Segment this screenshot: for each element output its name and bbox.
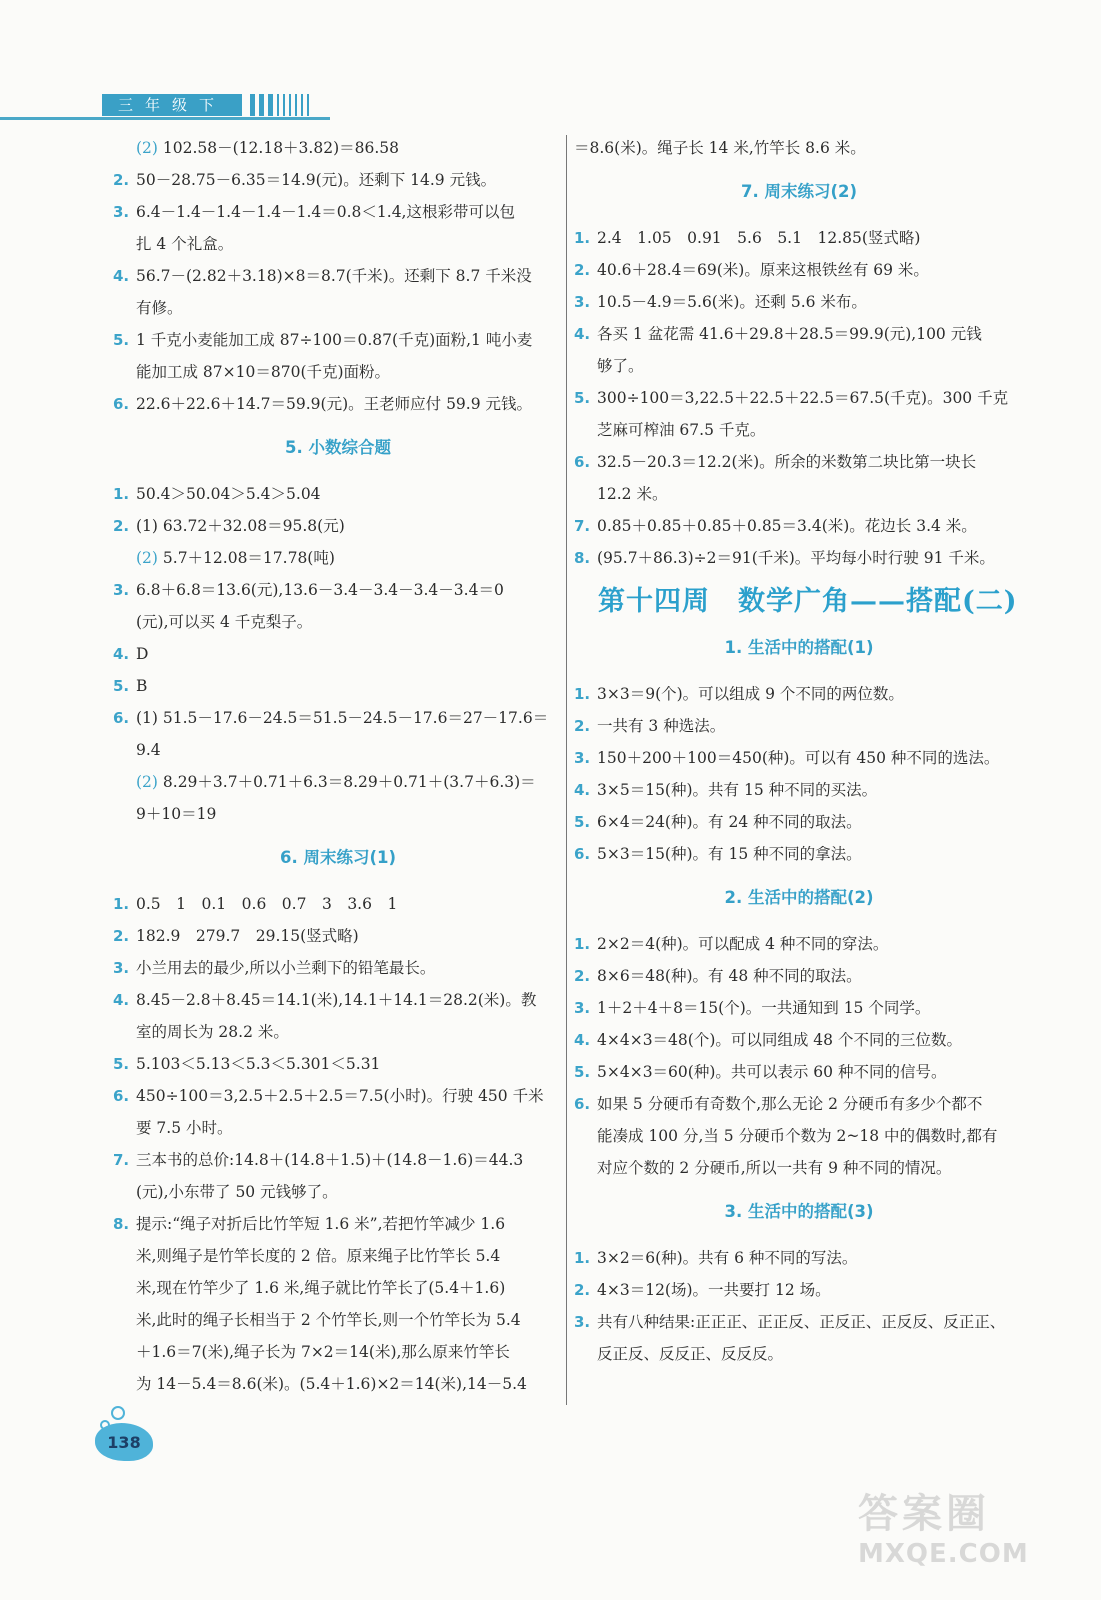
answer-line [597, 1056, 1024, 1088]
answer-item [574, 1088, 1024, 1184]
answer-text: (1) 51.5－17.6－24.5＝51.5－24.5－17.6＝27－17.6＝ [136, 709, 549, 727]
watermark-bottom: MXQE.COM [858, 1539, 1029, 1569]
answer-line [136, 1112, 563, 1144]
answer-line [136, 670, 563, 702]
answer-line [136, 952, 563, 984]
answer-line [136, 920, 563, 952]
question-number: 8. [574, 549, 591, 567]
answer-text: 一共有 3 种选法。 [597, 717, 726, 735]
question-number: 3. [113, 203, 130, 221]
question-number: 6. [574, 1095, 591, 1113]
answer-item [113, 702, 563, 766]
answer-text: 40.6＋28.4＝69(米)。原来这根铁丝有 69 米。 [597, 261, 929, 279]
answer-line [136, 1048, 563, 1080]
answer-line [136, 388, 563, 420]
answer-text: 1 千克小麦能加工成 87÷100＝0.87(千克)面粉,1 吨小麦 [136, 331, 533, 349]
answer-text: 有修。 [136, 299, 183, 317]
answer-text: 3×5＝15(种)。共有 15 种不同的买法。 [597, 781, 878, 799]
section-title: 7. 周末练习(2) [740, 182, 858, 201]
answer-text: 5×4×3＝60(种)。共可以表示 60 种不同的信号。 [597, 1063, 947, 1081]
answer-line [597, 1152, 1024, 1184]
question-number: 5. [113, 331, 130, 349]
answer-item [113, 1048, 563, 1080]
answer-item [574, 742, 1024, 774]
answer-line [597, 254, 1024, 286]
question-number: 1. [574, 229, 591, 247]
answer-text: 1＋2＋4＋8＝15(个)。一共通知到 15 个同学。 [597, 999, 931, 1017]
answer-text: 米,则绳子是竹竿长度的 2 倍。原来绳子比竹竿长 5.4 [136, 1247, 501, 1265]
answer-item [113, 132, 563, 164]
answer-item [574, 710, 1024, 742]
answer-item [113, 196, 563, 260]
answer-text: 2.4 1.05 0.91 5.6 5.1 12.85(竖式略) [597, 229, 921, 247]
sub-question-number: (2) [136, 773, 158, 791]
answer-item [113, 478, 563, 510]
answer-line [597, 414, 1024, 446]
answer-item [113, 766, 563, 830]
answer-line [597, 774, 1024, 806]
answer-text: 3×2＝6(种)。共有 6 种不同的写法。 [597, 1249, 858, 1267]
question-number: 5. [574, 389, 591, 407]
answer-line [597, 710, 1024, 742]
answer-text: 8×6＝48(种)。有 48 种不同的取法。 [597, 967, 862, 985]
answer-text: B [136, 677, 148, 695]
question-number: 6. [113, 1087, 130, 1105]
answer-line [574, 132, 1024, 164]
answer-item [574, 222, 1024, 254]
answer-text: (元),小东带了 50 元钱够了。 [136, 1183, 338, 1201]
question-number: 1. [574, 1249, 591, 1267]
question-number: 6. [113, 395, 130, 413]
answer-item [113, 574, 563, 638]
answer-text: 22.6＋22.6＋14.7＝59.9(元)。王老师应付 59.9 元钱。 [136, 395, 533, 413]
left-column [113, 132, 563, 1400]
answer-item [574, 1024, 1024, 1056]
answer-item [574, 286, 1024, 318]
answer-line [597, 350, 1024, 382]
answer-line [597, 446, 1024, 478]
answer-item [574, 1242, 1024, 1274]
answer-line [597, 1088, 1024, 1120]
answer-item [113, 888, 563, 920]
answer-line [136, 1304, 563, 1336]
answer-line [136, 1080, 563, 1112]
answer-text: 10.5－4.9＝5.6(米)。还剩 5.6 米布。 [597, 293, 867, 311]
watermark-logo [858, 1482, 1058, 1582]
answer-text: 共有八种结果:正正正、正正反、正反正、正反反、反正正、 [597, 1313, 1006, 1331]
question-number: 7. [113, 1151, 130, 1169]
page-number: 138 [95, 1423, 153, 1461]
section-title: 1. 生活中的搭配(1) [724, 638, 874, 657]
answer-item [574, 928, 1024, 960]
question-number: 2. [574, 717, 591, 735]
answer-text: 5.7＋12.08＝17.78(吨) [162, 549, 335, 567]
answer-line [136, 702, 563, 734]
question-number: 3. [574, 1313, 591, 1331]
answer-text: 300÷100＝3,22.5＋22.5＋22.5＝67.5(千克)。300 千克 [597, 389, 1009, 407]
answer-line [597, 960, 1024, 992]
question-number: 5. [113, 1055, 130, 1073]
answer-text: 5.103＜5.13＜5.3＜5.301＜5.31 [136, 1055, 381, 1073]
answer-text: 50－28.75－6.35＝14.9(元)。还剩下 14.9 元钱。 [136, 171, 497, 189]
answer-line [597, 1120, 1024, 1152]
question-number: 3. [113, 959, 130, 977]
answer-line [597, 806, 1024, 838]
answer-text: 6×4＝24(种)。有 24 种不同的取法。 [597, 813, 862, 831]
answer-text: 50.4＞50.04＞5.4＞5.04 [136, 485, 321, 503]
answer-line [136, 164, 563, 196]
answer-text: 150＋200＋100＝450(种)。可以有 450 种不同的选法。 [597, 749, 1000, 767]
answer-text: 12.2 米。 [597, 485, 668, 503]
answer-line [136, 766, 563, 798]
section-title: 5. 小数综合题 [285, 438, 391, 457]
answer-line [136, 132, 563, 164]
answer-line [136, 888, 563, 920]
answer-item [113, 542, 563, 574]
answer-line [136, 1272, 563, 1304]
answer-text: 8.45－2.8＋8.45＝14.1(米),14.1＋14.1＝28.2(米)。教 [136, 991, 537, 1009]
answer-line [597, 992, 1024, 1024]
answer-text: 4×4×3＝48(个)。可以同组成 48 个不同的三位数。 [597, 1031, 962, 1049]
question-number: 1. [574, 935, 591, 953]
watermark-top: 答案圈 [858, 1491, 990, 1537]
answer-item [113, 638, 563, 670]
answer-text: 各买 1 盆花需 41.6＋29.8＋28.5＝99.9(元),100 元钱 [597, 325, 982, 343]
grade-header [0, 92, 340, 122]
question-number: 5. [574, 1063, 591, 1081]
answer-text: 反正反、反反正、反反反。 [597, 1345, 784, 1363]
question-number: 5. [574, 813, 591, 831]
answer-text: 为 14－5.4＝8.6(米)。(5.4＋1.6)×2＝14(米),14－5.4 [136, 1375, 527, 1393]
answer-item [113, 324, 563, 388]
answer-item [113, 510, 563, 542]
answer-item [113, 1144, 563, 1208]
answer-text: D [136, 645, 149, 663]
section-title: 3. 生活中的搭配(3) [724, 1202, 874, 1221]
answer-item [574, 510, 1024, 542]
answer-line [597, 1338, 1024, 1370]
answer-line [597, 318, 1024, 350]
question-number: 4. [113, 645, 130, 663]
question-number: 3. [574, 999, 591, 1017]
answer-text: 56.7－(2.82＋3.18)×8＝8.7(千米)。还剩下 8.7 千米没 [136, 267, 532, 285]
answer-item [113, 388, 563, 420]
question-number: 6. [574, 453, 591, 471]
answer-item [113, 1080, 563, 1144]
answer-line [597, 478, 1024, 510]
answer-text: 2×2＝4(种)。可以配成 4 种不同的穿法。 [597, 935, 889, 953]
question-number: 1. [113, 895, 130, 913]
answer-item [574, 1306, 1024, 1370]
answer-text: 0.85＋0.85＋0.85＋0.85＝3.4(米)。花边长 3.4 米。 [597, 517, 977, 535]
answer-line [597, 1306, 1024, 1338]
question-number: 1. [574, 685, 591, 703]
answer-line [597, 1242, 1024, 1274]
answer-line [597, 222, 1024, 254]
answer-item [574, 774, 1024, 806]
answer-text: 5×3＝15(种)。有 15 种不同的拿法。 [597, 845, 862, 863]
answer-line [597, 382, 1024, 414]
question-number: 6. [574, 845, 591, 863]
answer-line [136, 228, 563, 260]
answer-item [574, 1056, 1024, 1088]
chapter-title: 第十四周 数学广角——搭配(二) [598, 586, 1018, 617]
answer-line [597, 838, 1024, 870]
answer-line [136, 356, 563, 388]
answer-line [136, 984, 563, 1016]
question-number: 2. [113, 171, 130, 189]
answer-item [574, 992, 1024, 1024]
answer-item [574, 382, 1024, 446]
answer-line [136, 798, 563, 830]
answer-text: 9＋10＝19 [136, 805, 217, 823]
answer-text: 提示:“绳子对折后比竹竿短 1.6 米”,若把竹竿减少 1.6 [136, 1215, 506, 1233]
question-number: 2. [113, 927, 130, 945]
answer-text: 对应个数的 2 分硬币,所以一共有 9 种不同的情况。 [597, 1159, 952, 1177]
answer-line [136, 260, 563, 292]
answer-text: 4×3＝12(场)。一共要打 12 场。 [597, 1281, 831, 1299]
answer-item [113, 260, 563, 324]
answer-item [113, 984, 563, 1048]
answer-text: 182.9 279.7 29.15(竖式略) [136, 927, 359, 945]
answer-item [574, 960, 1024, 992]
answer-text: (元),可以买 4 千克梨子。 [136, 613, 313, 631]
answer-text: 9.4 [136, 741, 161, 759]
question-number: 3. [113, 581, 130, 599]
answer-item [574, 678, 1024, 710]
answer-text: 要 7.5 小时。 [136, 1119, 233, 1137]
answer-text: 米,此时的绳子长相当于 2 个竹竿长,则一个竹竿长为 5.4 [136, 1311, 521, 1329]
answer-text: 芝麻可榨油 67.5 千克。 [597, 421, 766, 439]
answer-line [136, 196, 563, 228]
question-number: 7. [574, 517, 591, 535]
answer-item [574, 542, 1024, 574]
answer-item [113, 1208, 563, 1400]
answer-text: 室的周长为 28.2 米。 [136, 1023, 289, 1041]
answer-line [136, 1368, 563, 1400]
answer-item [113, 670, 563, 702]
answer-line [136, 1240, 563, 1272]
answer-text: 够了。 [597, 357, 644, 375]
answer-text: 米,现在竹竿少了 1.6 米,绳子就比竹竿长了(5.4＋1.6) [136, 1279, 506, 1297]
answer-item [113, 164, 563, 196]
question-number: 5. [113, 677, 130, 695]
answer-item [113, 920, 563, 952]
answer-text: 扎 4 个礼盒。 [136, 235, 234, 253]
answer-text: ＝8.6(米)。绳子长 14 米,竹竿长 8.6 米。 [574, 139, 866, 157]
answer-item [574, 254, 1024, 286]
answer-text: 8.29＋3.7＋0.71＋6.3＝8.29＋0.71＋(3.7＋6.3)＝ [162, 773, 536, 791]
answer-line [136, 1176, 563, 1208]
answer-text: 32.5－20.3＝12.2(米)。所余的米数第二块比第一块长 [597, 453, 977, 471]
answer-text: 如果 5 分硬币有奇数个,那么无论 2 分硬币有多少个都不 [597, 1095, 983, 1113]
answer-text: 0.5 1 0.1 0.6 0.7 3 3.6 1 [136, 895, 398, 913]
answer-line [136, 638, 563, 670]
answer-item [574, 806, 1024, 838]
answer-line [136, 1208, 563, 1240]
section-title: 2. 生活中的搭配(2) [724, 888, 874, 907]
grade-label: 三年级下 [102, 94, 242, 116]
answer-item [574, 318, 1024, 382]
answer-line [136, 1016, 563, 1048]
answer-line [136, 292, 563, 324]
answer-item [574, 1274, 1024, 1306]
answer-text: 102.58－(12.18＋3.82)＝86.58 [162, 139, 399, 157]
answer-text: 6.8＋6.8＝13.6(元),13.6－3.4－3.4－3.4－3.4＝0 [136, 581, 504, 599]
answer-text: 450÷100＝3,2.5＋2.5＋2.5＝7.5(小时)。行驶 450 千米 [136, 1087, 544, 1105]
question-number: 6. [113, 709, 130, 727]
answer-text: 能加工成 87×10＝870(千克)面粉。 [136, 363, 391, 381]
column-divider [566, 135, 567, 1405]
header-rule [0, 117, 330, 120]
sub-question-number: (2) [136, 549, 158, 567]
question-number: 4. [574, 781, 591, 799]
question-number: 2. [113, 517, 130, 535]
answer-text: 3×3＝9(个)。可以组成 9 个不同的两位数。 [597, 685, 904, 703]
answer-text: 小兰用去的最少,所以小兰剩下的铅笔最长。 [136, 959, 436, 977]
right-column [574, 132, 1024, 1370]
question-number: 3. [574, 293, 591, 311]
question-number: 2. [574, 967, 591, 985]
answer-line [597, 510, 1024, 542]
answer-text: 能凑成 100 分,当 5 分硬币个数为 2~18 中的偶数时,都有 [597, 1127, 998, 1145]
answer-text: 6.4－1.4－1.4－1.4－1.4＝0.8＜1.4,这根彩带可以包 [136, 203, 515, 221]
answer-text: ＋1.6＝7(米),绳子长为 7×2＝14(米),那么原来竹竿长 [136, 1343, 510, 1361]
answer-line [136, 510, 563, 542]
answer-item [113, 952, 563, 984]
question-number: 3. [574, 749, 591, 767]
answer-text: (1) 63.72＋32.08＝95.8(元) [136, 517, 345, 535]
question-number: 4. [113, 267, 130, 285]
answer-line [597, 742, 1024, 774]
answer-line [136, 478, 563, 510]
answer-line [136, 324, 563, 356]
answer-item [574, 446, 1024, 510]
sub-question-number: (2) [136, 139, 158, 157]
question-number: 1. [113, 485, 130, 503]
question-number: 8. [113, 1215, 130, 1233]
answer-line [597, 1024, 1024, 1056]
question-number: 4. [574, 1031, 591, 1049]
question-number: 2. [574, 261, 591, 279]
answer-item [574, 132, 1024, 164]
answer-line [597, 286, 1024, 318]
question-number: 4. [574, 325, 591, 343]
answer-line [136, 1144, 563, 1176]
answer-line [597, 678, 1024, 710]
answer-line [136, 542, 563, 574]
section-title: 6. 周末练习(1) [279, 848, 397, 867]
answer-text: (95.7＋86.3)÷2＝91(千米)。平均每小时行驶 91 千米。 [597, 549, 995, 567]
answer-line [136, 606, 563, 638]
answer-line [136, 574, 563, 606]
answer-line [597, 542, 1024, 574]
bubble-decoration [111, 1406, 125, 1420]
answer-line [136, 1336, 563, 1368]
answer-text: 三本书的总价:14.8＋(14.8＋1.5)＋(14.8－1.6)＝44.3 [136, 1151, 524, 1169]
answer-line [136, 734, 563, 766]
answer-line [597, 928, 1024, 960]
question-number: 4. [113, 991, 130, 1009]
answer-item [574, 838, 1024, 870]
answer-line [597, 1274, 1024, 1306]
question-number: 2. [574, 1281, 591, 1299]
header-bars-decoration [250, 94, 309, 116]
